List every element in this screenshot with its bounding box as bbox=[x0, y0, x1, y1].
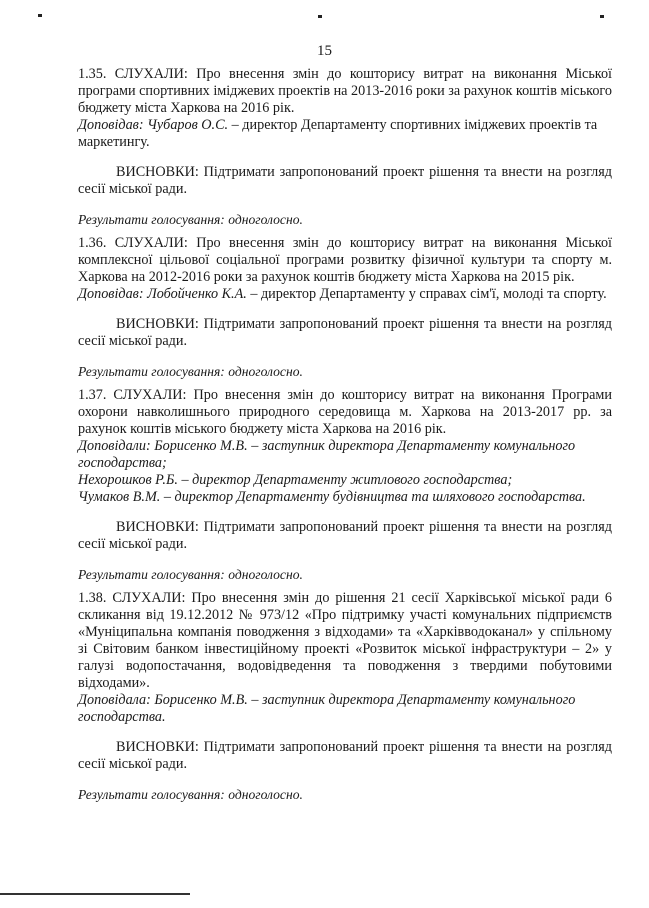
speaker-line bbox=[78, 438, 612, 472]
agenda-item bbox=[78, 235, 612, 380]
speaker-name: Доповідав: Лобойченко К.А. bbox=[78, 286, 247, 302]
speaker-name: Доповідав: Чубаров О.С. bbox=[78, 117, 229, 133]
agenda-item bbox=[78, 387, 612, 583]
scan-speck bbox=[318, 15, 322, 18]
conclusion-paragraph: ВИСНОВКИ: Підтримати запропонований проект рішення та внести на розгляд сесії міської ради. bbox=[78, 519, 612, 552]
speaker-line bbox=[78, 117, 612, 151]
speaker-line bbox=[78, 489, 612, 506]
speaker-name: Доповідали: Борисенко М.В. bbox=[78, 438, 248, 454]
speaker-line bbox=[78, 692, 612, 726]
vote-result: Результати голосування: одноголосно. bbox=[78, 787, 303, 802]
document-body bbox=[78, 66, 612, 810]
speaker-role: – директор Департаменту спортивних іміджевих проектів та маркетингу. bbox=[78, 117, 598, 150]
speaker-role: – директор Департаменту у справах сім'ї, молоді та спорту. bbox=[246, 286, 607, 302]
agenda-item bbox=[78, 590, 612, 803]
vote-result: Результати голосування: одноголосно. bbox=[78, 212, 303, 227]
speaker-line bbox=[78, 472, 612, 489]
speaker-name: Чумаков В.М. bbox=[78, 489, 161, 505]
page-number: 15 bbox=[317, 43, 332, 59]
speaker-name: Доповідала: Борисенко М.В. bbox=[78, 692, 248, 708]
bottom-divider bbox=[0, 893, 190, 895]
speaker-role: – заступник директора Департаменту комунального господарства. bbox=[78, 692, 576, 725]
scan-speck bbox=[38, 14, 42, 17]
heard-paragraph: 1.36. СЛУХАЛИ: Про внесення змін до кошторису витрат на виконання Міської комплексної цільової соціальної програми розвитку фізичної культури та спорту м. Харкова на 2012-2016 роки за рахунок коштів бюджету міста Харкова на 2015 рік. bbox=[78, 235, 612, 285]
speaker-role: – заступник директора Департаменту комунального господарства; bbox=[78, 438, 576, 471]
conclusion-paragraph: ВИСНОВКИ: Підтримати запропонований проект рішення та внести на розгляд сесії міської ради. bbox=[78, 164, 612, 197]
speaker-line bbox=[78, 286, 612, 303]
agenda-item bbox=[78, 66, 612, 228]
scan-speck bbox=[600, 15, 604, 18]
vote-result: Результати голосування: одноголосно. bbox=[78, 364, 303, 379]
speaker-role: – директор Департаменту житлового господарства; bbox=[177, 472, 513, 488]
heard-paragraph: 1.37. СЛУХАЛИ: Про внесення змін до кошторису витрат на виконання Програми охорони навколишнього природного середовища м. Харкова на 2013-2017 рр. за рахунок коштів міського бюджету міста Харкова на 2016 рік. bbox=[78, 387, 612, 437]
conclusion-paragraph: ВИСНОВКИ: Підтримати запропонований проект рішення та внести на розгляд сесії міської ради. bbox=[78, 316, 612, 349]
vote-result: Результати голосування: одноголосно. bbox=[78, 567, 303, 582]
conclusion-paragraph: ВИСНОВКИ: Підтримати запропонований проект рішення та внести на розгляд сесії міської ради. bbox=[78, 739, 612, 772]
heard-paragraph: 1.35. СЛУХАЛИ: Про внесення змін до кошторису витрат на виконання Міської програми спортивних іміджевих проектів на 2013-2016 роки за рахунок коштів міського бюджету міста Харкова на 2016 рік. bbox=[78, 66, 612, 116]
heard-paragraph: 1.38. СЛУХАЛИ: Про внесення змін до рішення 21 сесії Харківської міської ради 6 скликання від 19.12.2012 № 973/12 «Про підтримку участі комунальних підприємств «Муніципальна компанія поводження з відходами» та «Харківводоканал» у спільному зі Світовим банком інвестиційному проекті «Розвиток міської інфраструктури – 2» у галузі водопостачання, водовідведення та поводження з твердими побутовими відходами». bbox=[78, 590, 612, 691]
speaker-name: Нехорошков Р.Б. bbox=[78, 472, 178, 488]
speaker-role: – директор Департаменту будівництва та шляхового господарства. bbox=[160, 489, 586, 505]
